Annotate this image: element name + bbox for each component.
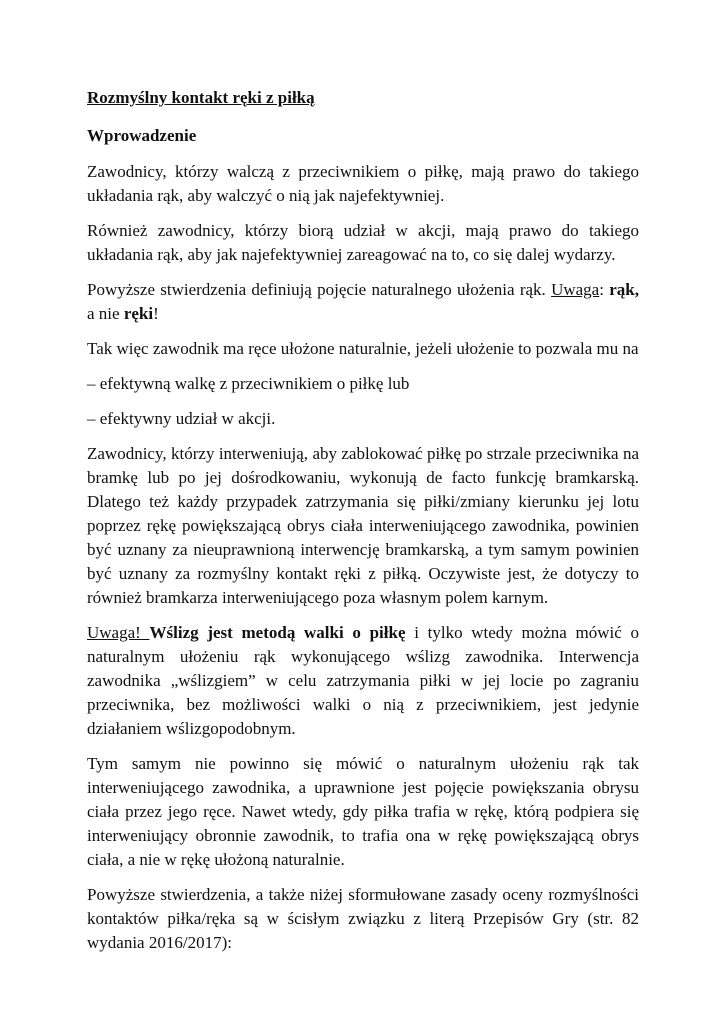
paragraph-6-rest: i tylko wtedy można mówić o naturalnym ułożeniu rąk wykonującego wślizg zawodnika. Interwencja zawodnika „wślizgiem” w celu zatrzymania piłki w jej locie po zagraniu przeciwnika, bez możliwości walki o nią z przeciwnikiem, jest jedynie działaniem wślizgopodobnym. [87,623,639,738]
emphasis-rak: rąk, [609,280,639,299]
paragraph-6-bold: Wślizg jest metodą walki o piłkę [149,623,406,642]
document-page [87,74,639,955]
paragraph-2: Również zawodnicy, którzy biorą udział w akcji, mają prawo do takiego układania rąk, aby jak najefektywniej zareagować na to, co się dalej wydarzy. [87,221,639,264]
paragraph-8: Powyższe stwierdzenia, a także niżej sformułowane zasady oceny rozmyślności kontaktów piłka/ręka są w ścisłym związku z literą Przepisów Gry (str. 82 wydania 2016/2017): [87,885,639,952]
paragraph-7: Tym samym nie powinno się mówić o naturalnym ułożeniu rąk tak interweniującego zawodnika, a uprawnione jest pojęcie powiększania obrysu ciała przez jego ręce. Nawet wtedy, gdy piłka trafia w rękę, którą podpiera się interweniujący obronnie zawodnik, to trafia ona w rękę powiększającą obrys ciała, a nie w rękę ułożoną naturalnie. [87,754,639,869]
document-title: Rozmyślny kontakt ręki z piłką [87,88,315,107]
list-item-2: – efektywny udział w akcji. [87,409,276,428]
paragraph-4: Tak więc zawodnik ma ręce ułożone naturalnie, jeżeli ułożenie to pozwala mu na [87,339,639,358]
list-item-1: – efektywną walkę z przeciwnikiem o piłkę lub [87,374,410,393]
paragraph-5: Zawodnicy, którzy interweniują, aby zablokować piłkę po strzale przeciwnika na bramkę lub po jej dośrodkowaniu, wykonują de facto funkcję bramkarską. Dlatego też każdy przypadek zatrzymania się piłki/zmiany kierunku jej lotu poprzez rękę powiększającą obrys ciała interweniującego zawodnika, powinien być uznany za nieuprawnioną interwencję bramkarską, a tym samym powinien być uznany za rozmyślny kontakt ręki z piłką. Oczywiste jest, że dotyczy to również bramkarza interweniującego poza własnym polem karnym. [87,444,639,607]
uwaga-label: Uwaga [551,280,600,299]
paragraph-3 [87,278,639,326]
paragraph-3-colon: : [599,280,610,299]
paragraph-3-text: Powyższe stwierdzenia definiują pojęcie naturalnego ułożenia rąk. [87,280,552,299]
emphasis-reki: ręki [123,304,154,323]
uwaga-label-2: Uwaga! [87,623,150,642]
paragraph-1: Zawodnicy, którzy walczą z przeciwnikiem o piłkę, mają prawo do takiego układania rąk, aby walczyć o nią jak najefektywniej. [87,162,639,205]
paragraph-3-end: ! [153,304,159,323]
paragraph-6 [87,621,639,741]
paragraph-3-mid: a nie [87,304,124,323]
section-heading: Wprowadzenie [87,126,197,145]
